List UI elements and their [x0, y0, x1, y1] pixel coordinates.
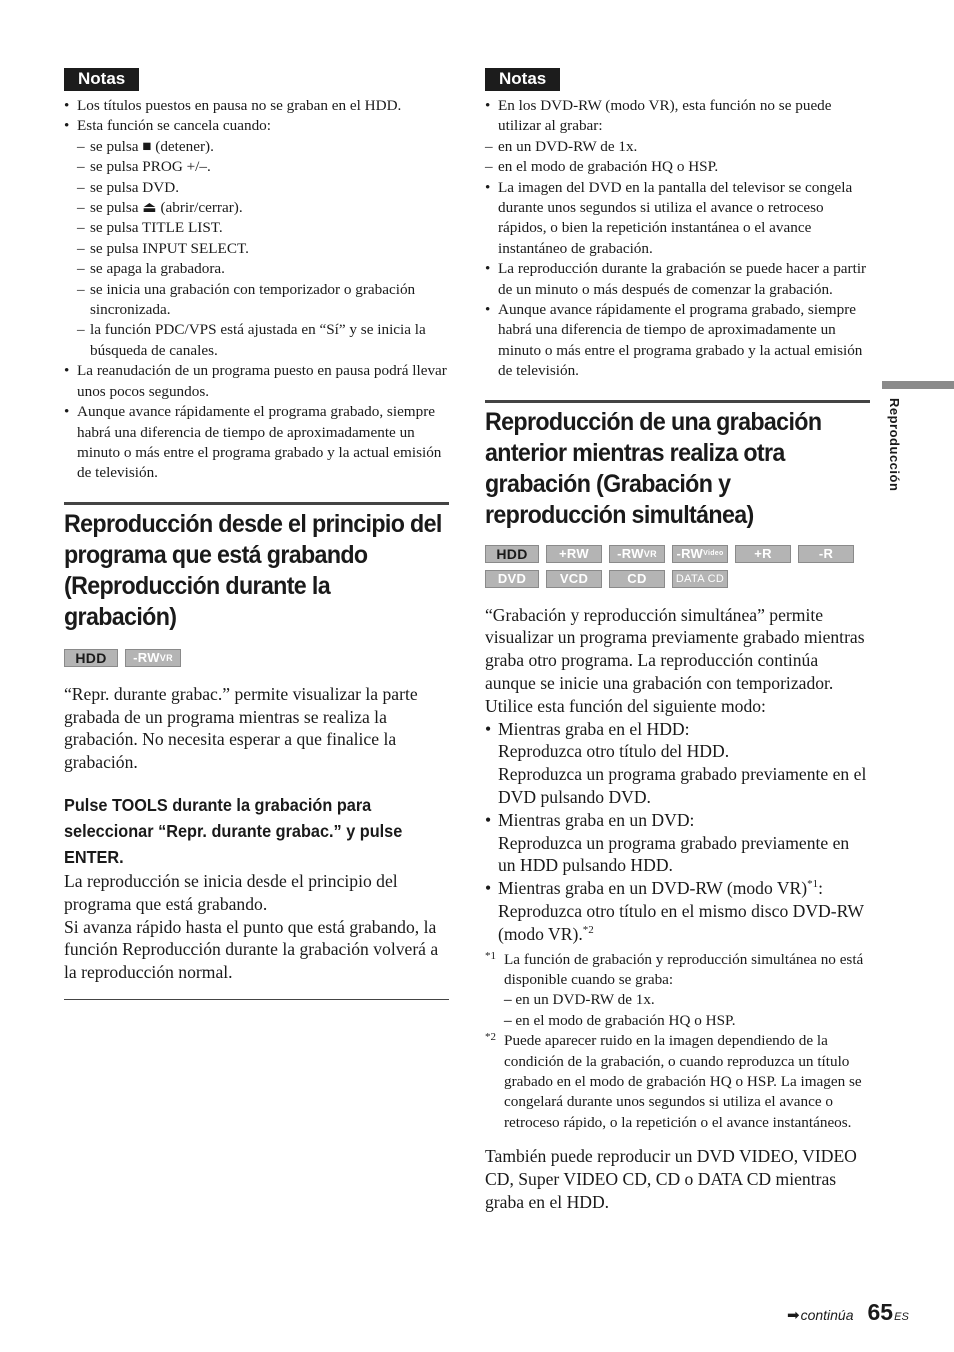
usage-line	[498, 900, 870, 946]
note-text: En los DVD-RW (modo VR), esta función no se puede utilizar al grabar:	[498, 97, 832, 135]
usage-item	[485, 877, 870, 945]
media-badges	[485, 545, 870, 588]
step-body: Si avanza rápido hasta el punto que está grabando, la función Reproducción durante la grabación volverá a la reproducción normal.	[64, 916, 439, 983]
step-heading: Pulse TOOLS durante la grabación para seleccionar “Repr. durante grabac.” y pulse ENTER.	[64, 794, 403, 867]
footnote-sub-text: en un DVD-RW de 1x.	[515, 991, 655, 1009]
page-footer	[787, 1299, 909, 1326]
badge-rw-text: -RW	[133, 650, 160, 666]
footnote-2	[485, 1031, 870, 1133]
media-badges	[64, 649, 449, 667]
usage-line: Reproduzca un programa grabado previamente en el DVD pulsando DVD.	[498, 764, 867, 808]
page-number: 65	[867, 1299, 894, 1325]
footnote-mark: *1	[485, 949, 496, 962]
badge-hdd: HDD	[64, 649, 118, 667]
right-column	[485, 68, 870, 1214]
chapter-tab-label: Reproducción	[887, 398, 902, 492]
badge-vr-text: VR	[159, 652, 173, 663]
section-end-rule	[64, 999, 449, 1000]
cancel-item: – se pulsa INPUT SELECT.	[77, 239, 449, 259]
footnote-ref: *2	[582, 923, 594, 936]
usage-title-text: Mientras graba en un DVD-RW (modo VR)	[498, 878, 808, 899]
note-item	[485, 96, 870, 178]
footnote-ref: *1	[807, 878, 819, 891]
badge-data-cd: DATA CD	[672, 570, 728, 588]
note-item: • La reproducción durante la grabación se puede hacer a partir de un minuto o más después de comenzar la grabación.	[485, 259, 870, 300]
cancel-item: – se pulsa ⏏ (abrir/cerrar).	[77, 198, 449, 218]
badge-dvd: DVD	[485, 570, 539, 588]
note-item: • La reanudación de un programa puesto en pausa podrá llevar unos pocos segundos.	[64, 361, 449, 402]
cancel-item: – se apaga la grabadora.	[77, 259, 449, 279]
closing-paragraph: También puede reproducir un DVD VIDEO, VIDEO CD, Super VIDEO CD, CD o DATA CD mientras graba en el HDD.	[485, 1146, 857, 1212]
note-item: • Los títulos puestos en pausa no se graban en el HDD.	[64, 96, 449, 116]
cancel-item: – se pulsa ■ (detener).	[77, 137, 449, 157]
usage-title: • Mientras graba en el HDD:	[498, 718, 690, 739]
intro-paragraph: “Grabación y reproducción simultánea” permite visualizar un programa previamente grabado mientras graba otro programa. La reproducción continúa aunque se inicie una grabación con temporizador. Utilice esta función del siguiente modo:	[485, 604, 865, 716]
badge-video-text: Video	[703, 550, 724, 558]
cancel-item: – se pulsa TITLE LIST.	[77, 218, 449, 238]
footnote-1	[485, 950, 870, 1032]
notes-list	[64, 96, 449, 484]
step-body: La reproducción se inicia desde el principio del programa que está grabando.	[64, 870, 398, 914]
note-item: • Aunque avance rápidamente el programa grabado, siempre habrá una diferencia de tiempo de aproximadamente un minuto o más entre el programa grabado y la actual emisión de televisión.	[64, 402, 449, 484]
language-code: ES	[894, 1311, 909, 1323]
note-item: • La imagen del DVD en la pantalla del televisor se congela durante unos segundos si utiliza el avance o retroceso rápidos, o bien la repetición instantánea o el avance instantáneo de grabación.	[485, 178, 870, 260]
badge-minus-r: -R	[798, 545, 854, 563]
footnote-mark: *2	[485, 1031, 496, 1044]
badge-vcd: VCD	[546, 570, 602, 588]
badge-hdd: HDD	[485, 545, 539, 563]
notes-list	[485, 96, 870, 382]
notas-label: Notas	[64, 68, 139, 91]
continue-label: continúa	[800, 1307, 854, 1323]
cancel-item: – se inicia una grabación con temporizador o grabación sincronizada.	[77, 280, 449, 321]
badge-vr-text: VR	[643, 548, 657, 559]
footnote-sub-item: – – en el modo de grabación HQ o HSP.	[504, 1011, 870, 1031]
cancel-item: – se pulsa DVD.	[77, 178, 449, 198]
left-column	[64, 68, 449, 1000]
continue-arrow-icon: ➡	[787, 1306, 800, 1324]
badge-rw-video	[672, 545, 728, 563]
note-text: Esta función se cancela cuando:	[77, 117, 271, 135]
badge-rw-text: -RW	[617, 546, 644, 562]
section-rule	[64, 502, 449, 505]
note-item: • Aunque avance rápidamente el programa grabado, siempre habrá una diferencia de tiempo de aproximadamente un minuto o más entre el programa grabado y la actual emisión de televisión.	[485, 300, 870, 382]
footnote-sub-text: en el modo de grabación HQ o HSP.	[515, 1011, 736, 1029]
section-heading: Reproducción de una grabación anterior mientras realiza otra grabación (Grabación y reproducción simultánea)	[485, 407, 822, 529]
usage-title: • Mientras graba en un DVD:	[498, 809, 695, 830]
badge-rw-text: -RW	[676, 546, 704, 562]
usage-item	[485, 718, 870, 809]
section-heading: Reproducción desde el principio del programa que está grabando (Reproducción durante la grabación)	[64, 509, 442, 631]
badge-plus-rw: +RW	[546, 545, 602, 563]
note-sub-item: – en un DVD-RW de 1x.	[485, 137, 870, 157]
cancel-item: – la función PDC/VPS está ajustada en “Sí” y se inicia la búsqueda de canales.	[77, 320, 449, 361]
usage-title	[498, 877, 870, 900]
note-item	[64, 116, 449, 361]
note-sub-item: – en el modo de grabación HQ o HSP.	[485, 157, 870, 177]
footnote-sub-item: – – en un DVD-RW de 1x.	[504, 990, 870, 1010]
cancel-item: – se pulsa PROG +/–.	[77, 157, 449, 177]
usage-list	[485, 718, 870, 946]
usage-item	[485, 809, 870, 877]
usage-line-text: Reproduzca otro título en el mismo disco DVD-RW (modo VR).	[498, 901, 864, 944]
badge-plus-r: +R	[735, 545, 791, 563]
chapter-tab-marker	[882, 381, 954, 389]
usage-line: Reproduzca un programa grabado previamente en un HDD pulsando HDD.	[498, 832, 850, 876]
badge-cd: CD	[609, 570, 665, 588]
footnote-text: La función de grabación y reproducción simultánea no está disponible cuando se graba:	[504, 950, 864, 989]
usage-line: Reproduzca otro título del HDD.	[498, 741, 730, 762]
section-rule	[485, 400, 870, 403]
footnote-text: Puede aparecer ruido en la imagen dependiendo de la condición de la grabación, o cuando reproduzca un título grabado en el modo de grabación HQ o HSP. La imagen se congelará durante unos segundos si utiliza el avance o retroceso rápido, o la repetición o el avance instantáneos.	[504, 1032, 862, 1131]
notas-label: Notas	[485, 68, 560, 91]
badge-rw-vr	[125, 649, 181, 667]
usage-colon: :	[818, 878, 824, 899]
badge-rw-vr	[609, 545, 665, 563]
intro-paragraph: “Repr. durante grabac.” permite visualizar la parte grabada de un programa mientras se realiza la grabación. No necesita esperar a que finalice la grabación.	[64, 683, 418, 773]
